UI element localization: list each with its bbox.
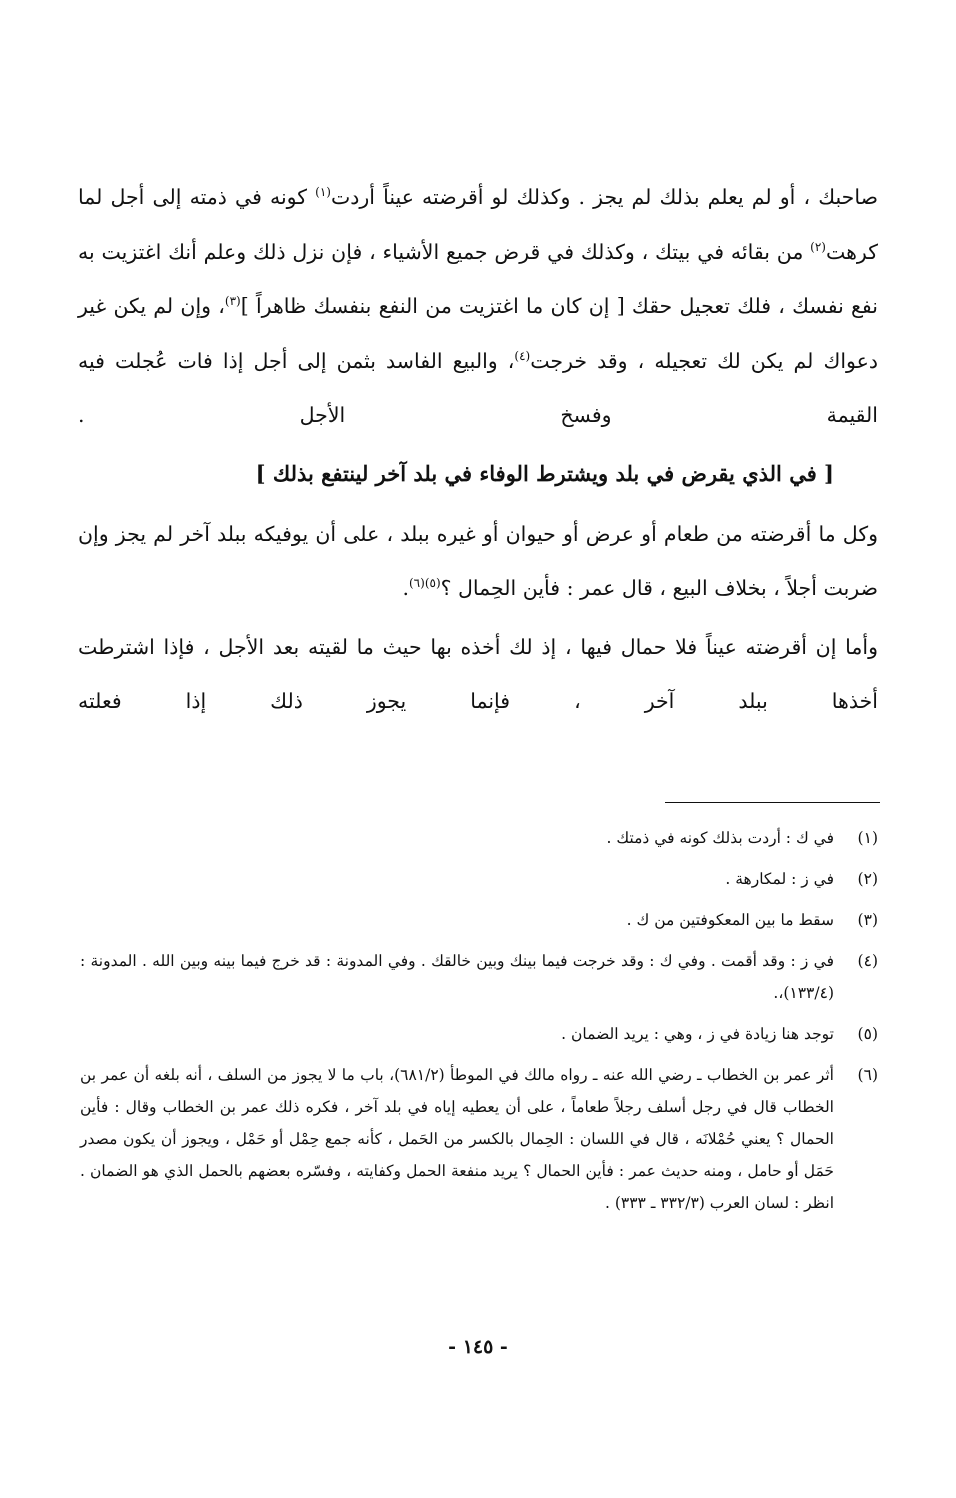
footnote-text: أثر عمر بن الخطاب ـ رضي الله عنه ـ رواه مالك في الموطأ (٦٨١/٢)، باب ما لا يجوز من السلف ، أنه بلغه أن عمر بن الخطاب قال في رجل أسلف رجلاً طعاماً ، على أن يعطيه إياه في بلد آخر ، فكره ذلك عمر بن الخطاب وقال : فأين الحمال ؟ يعني حُمْلانَه ، قال في اللسان : الحِمال بالكسر من الحَمل ، كأنه جمع حِمْل أو حَمْل ، ويجوز أن يكون مصدر حَمَل أو حامل ، ومنه حديث عمر : فأين الحمال ؟ يريد منفعة الحمل وكفايته ، وفسّره بعضهم بالحمل الذي هو الضمان . انظر : لسان العرب (٣٣٢/٣ ـ ٣٣٣) . — [80, 1066, 834, 1212]
footnote-ref-1[interactable]: (١) — [315, 185, 331, 200]
paragraph-1-part-a: صاحبك ، أو لم يعلم بذلك لم يجز . وكذلك لو أقرضته عيناً أردت — [330, 185, 878, 209]
footnote-number: (٦) — [857, 1066, 878, 1084]
footnote-text: في ز : لمكارهة . — [725, 870, 834, 888]
footnote-ref-4[interactable]: (٤) — [514, 348, 531, 363]
footnote-text: توجد هنا زيادة في ز ، وهي : يريد الضمان . — [561, 1025, 834, 1043]
footnotes — [80, 822, 878, 1228]
footnote — [80, 904, 878, 936]
paragraph-2 — [78, 507, 878, 616]
footnote-ref-5[interactable]: (٥) — [424, 576, 441, 591]
footnote-text: في ك : أردت بذلك كونه في ذمتك . — [606, 829, 834, 847]
section-heading: [ في الذي يقرض في بلد ويشترط الوفاء في بلد آخر لينتفع بذلك ] — [255, 460, 834, 486]
footnote-number: (٥) — [857, 1025, 878, 1043]
paragraph-2-part-a: وكل ما أقرضته من طعام أو عرض أو حيوان أو غيره ببلد ، على أن يوفيكه ببلد آخر لم يجز وإن ضربت أجلاً ، بخلاف البيع ، قال عمر : فأين الحِمال ؟ — [78, 521, 878, 600]
page-number: - ١٤٥ - — [448, 1336, 508, 1358]
main-text — [78, 170, 878, 729]
footnote-number: (٤) — [857, 952, 878, 970]
paragraph-1-part-d: ، وإن لم يكن غير دعواك لم يكن لك تعجيله ، وقد خرجت — [78, 294, 878, 373]
footnote-ref-6[interactable]: (٦) — [408, 576, 425, 591]
footnote-separator — [665, 802, 880, 803]
footnote-number: (٢) — [857, 870, 878, 888]
footnote — [80, 1018, 878, 1050]
footnote-number: (١) — [857, 829, 878, 847]
paragraph-1-part-c: من بقائه في بيتك ، وكذلك في قرض جميع الأشياء ، فإن نزل ذلك وعلم أنك اغتزيت به نفع نفسك ، فلك تعجيل حقك [ إن كان ما اغتزيت من النفع بنفسك ظاهراً ] — [78, 239, 878, 318]
footnote — [80, 1059, 878, 1219]
footnote — [80, 945, 878, 1009]
footnote-text: سقط ما بين المعكوفتين من ك . — [626, 911, 834, 929]
paragraph-1-part-b: كونه في ذمته إلى أجل لما كرهت — [78, 185, 878, 264]
footnote — [80, 822, 878, 854]
footnote-number: (٣) — [857, 911, 878, 929]
paragraph-3: وأما إن أقرضته عيناً فلا حمال فيها ، إذ لك أخذه بها حيث ما لقيته بعد الأجل ، فإذا اشترطت أخذها ببلد آخر ، فإنما يجوز ذلك إذا فعلته — [78, 634, 878, 713]
footnote-text: في ز : وقد أقمت . وفي ك : وقد خرجت فيما بينك وبين خالقك . وفي المدونة : قد خرج فيما بينه وبين الله . المدونة : (١٣٣/٤)،. — [80, 952, 834, 1002]
paragraph-2-part-b: . — [402, 576, 409, 600]
footnote-ref-2[interactable]: (٢) — [810, 239, 826, 254]
paragraph-1 — [78, 170, 878, 443]
paragraph-1-part-e: ، والبيع الفاسد بثمن إلى أجل إذا فات عُجلت فيه القيمة وفسخ الأجل . — [78, 348, 878, 427]
footnote-ref-3[interactable]: (٣) — [224, 294, 241, 309]
footnote — [80, 863, 878, 895]
